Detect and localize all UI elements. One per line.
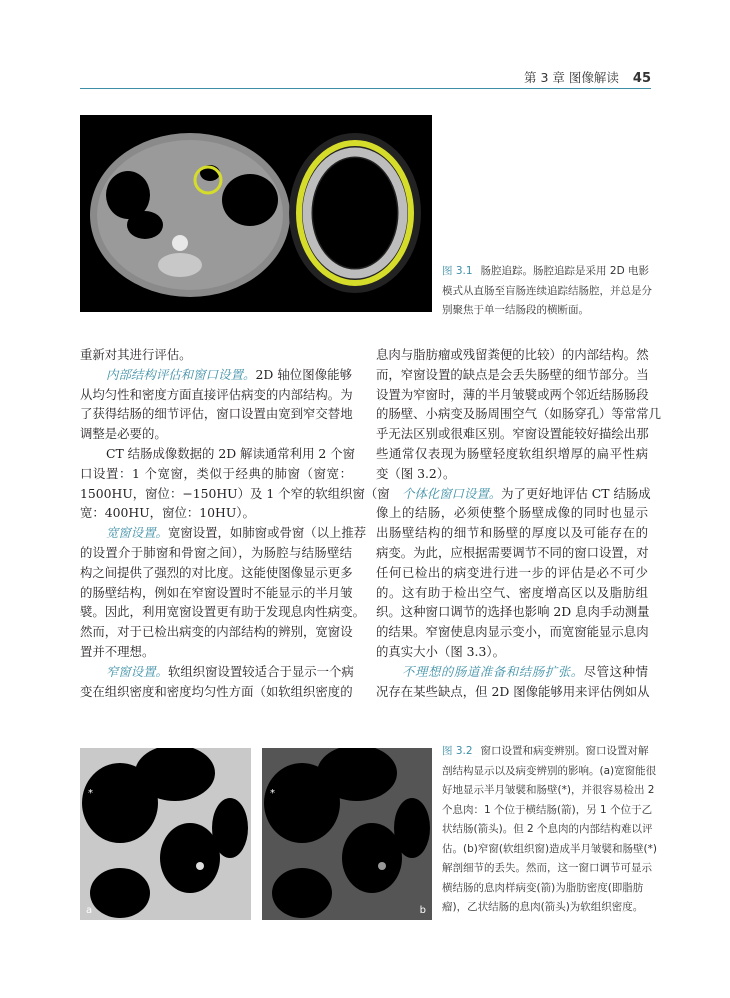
text-line xyxy=(376,563,648,583)
text-content: 的结果。窄窗使息肉显示变小，而宽窗能显示息肉 xyxy=(376,624,649,640)
text-content: 宽：400HU，窗位：10HU）。 xyxy=(80,505,255,521)
text-line xyxy=(80,662,352,682)
text-line xyxy=(80,642,352,662)
text-content: 变（图 3.2）。 xyxy=(376,465,456,481)
figure-3-2-caption xyxy=(442,742,657,918)
text-content: 然而，对于已检出病变的内部结构的辨别，宽窗设 xyxy=(80,624,353,640)
text-content: 任何已检出的病变进行进一步的评估是必不可少 xyxy=(376,564,648,580)
panel-label-b: b xyxy=(419,905,426,916)
figure-label: 图 3.1 xyxy=(442,265,473,277)
text-line xyxy=(80,543,352,563)
text-line xyxy=(80,345,352,365)
asterisk-marker: * xyxy=(270,788,275,799)
text-line xyxy=(376,345,648,365)
text-line xyxy=(80,444,355,464)
text-content: 尽管这种情 xyxy=(583,663,649,679)
text-content: 像上的结肠，必须使整个肠壁成像的同时也显示 xyxy=(376,505,648,521)
text-line xyxy=(376,484,651,504)
text-line xyxy=(376,662,648,682)
text-content: 2D 轴位图像能够 xyxy=(255,366,353,382)
paragraph-heading: 窄窗设置。 xyxy=(106,663,168,679)
paragraph-heading: 不理想的肠道准备和结肠扩张。 xyxy=(402,663,584,679)
text-content: 口设置：1 个宽窗，类似于经典的肺窗（窗宽： xyxy=(80,465,352,481)
text-line xyxy=(80,404,352,424)
ct-axial-image xyxy=(80,115,432,312)
text-line xyxy=(376,602,648,622)
figure-3-2b-image xyxy=(262,748,432,920)
text-content: 的肠壁、小病变及肠周围空气（如肠穿孔）等常常几 xyxy=(376,406,661,422)
text-content: 病变。为此，应根据需要调节不同的窗口设置，对 xyxy=(376,544,649,560)
text-line xyxy=(80,583,352,603)
text-line xyxy=(376,543,648,563)
text-content: 了获得结肠的细节评估，窗口设置由宽到窄交替地 xyxy=(80,406,353,422)
text-content: 构之间提供了强烈的对比度。这能使图像显示更多 xyxy=(80,564,353,580)
text-line xyxy=(80,365,352,385)
caption-text: 肠腔追踪。肠腔追踪是采用 2D 电影模式从直肠至盲肠连续追踪结肠腔，并总是分别聚焦于单一结肠段的横断面。 xyxy=(442,265,652,316)
text-content: 而，窄窗设置的缺点是会丢失肠壁的细节部分。当 xyxy=(376,366,649,382)
text-line xyxy=(376,365,648,385)
right-text-column xyxy=(376,345,661,701)
text-content: 为了更好地评估 CT 结肠成 xyxy=(501,485,651,501)
text-line xyxy=(376,622,648,642)
text-content: 重新对其进行评估。 xyxy=(80,347,192,362)
text-content: 织。这种窗口调节的选择也影响 2D 息肉手动测量 xyxy=(376,604,650,620)
left-text-column xyxy=(80,345,390,701)
text-content: CT 结肠成像数据的 2D 解读通常利用 2 个窗 xyxy=(106,445,355,461)
ct-wide-window-image xyxy=(80,748,251,920)
chapter-title: 第 3 章 图像解读 xyxy=(524,70,619,85)
text-content: 的真实大小（图 3.3）。 xyxy=(376,643,505,659)
text-content: 乎无法区别或很难区别。窄窗设置能较好描绘出那 xyxy=(376,426,649,442)
text-content: 软组织窗设置较适合于显示一个病 xyxy=(167,663,354,679)
text-line xyxy=(80,682,352,702)
paragraph-heading: 宽窗设置。 xyxy=(106,525,168,541)
text-line xyxy=(80,484,390,504)
text-content: 变在组织密度和密度均匀性方面（如软组织密度的 xyxy=(80,683,353,699)
text-line xyxy=(80,523,367,543)
figure-3-2a-image xyxy=(80,748,251,920)
text-line xyxy=(80,464,352,484)
text-line xyxy=(376,424,648,444)
asterisk-marker: * xyxy=(88,788,93,799)
text-line xyxy=(80,622,352,642)
text-content: 的。这有助于检出空气、密度增高区以及脂肪组 xyxy=(376,584,648,600)
caption-text: 窗口设置和病变辨别。窗口设置对解剖结构显示以及病变辨别的影响。(a)宽窗能很好地显示半月皱襞和肠壁(*)，并很容易检出 2 个息肉：1 个位于横结肠(箭)，另 1 个位于乙状结肠(箭头)。但 2 个息肉的内部结构难以评估。(b)窄窗(软组织窗)造成半月皱襞和肠壁(*)解剖细节的丢失。然而，这一窗口调节可显示横结肠的息肉样病变(箭)为脂肪密度(即脂肪瘤)，乙状结肠的息肉(箭头)为软组织密度。 xyxy=(442,745,657,913)
text-line xyxy=(376,464,648,484)
text-line xyxy=(376,385,648,405)
text-line xyxy=(80,602,365,622)
text-line xyxy=(80,563,352,583)
text-content: 从均匀性和密度方面直接评估病变的内部结构。为 xyxy=(80,386,353,402)
text-content: 置并不理想。 xyxy=(80,643,155,659)
text-content: 1500HU，窗位：−150HU）及 1 个窄的软组织窗（窗 xyxy=(80,485,390,501)
text-content: 息肉与脂肪瘤或残留粪便的比较）的内部结构。然 xyxy=(376,347,649,362)
text-line xyxy=(80,385,352,405)
panel-label-a: a xyxy=(86,905,93,916)
figure-label: 图 3.2 xyxy=(442,745,473,757)
running-header xyxy=(80,64,651,89)
paragraph-heading: 个体化窗口设置。 xyxy=(402,485,502,501)
text-line xyxy=(376,444,648,464)
ct-narrow-window-image xyxy=(262,748,432,920)
paragraph-heading: 内部结构评估和窗口设置。 xyxy=(106,366,256,382)
text-content: 的设置介于肺窗和骨窗之间），为肠腔与结肠壁结 xyxy=(80,544,352,560)
text-content: 设置为窄窗时，薄的半月皱襞或两个邻近结肠肠段 xyxy=(376,386,649,402)
text-line xyxy=(80,503,352,523)
text-line xyxy=(80,424,352,444)
text-line xyxy=(376,642,648,662)
text-content: 出肠壁结构的细节和肠壁的厚度以及可能存在的 xyxy=(376,525,648,541)
text-content: 的肠壁结构，例如在窄窗设置时不能显示的半月皱 xyxy=(80,584,353,600)
text-line xyxy=(376,583,648,603)
text-content: 况存在某些缺点，但 2D 图像能够用来评估例如从 xyxy=(376,683,650,699)
text-content: 调整是必要的。 xyxy=(80,426,167,442)
text-content: 襞。因此，利用宽窗设置更有助于发现息肉性病变。 xyxy=(80,604,365,620)
figure-3-1-caption xyxy=(442,262,657,321)
text-line xyxy=(376,682,648,702)
figure-3-1-image xyxy=(80,115,432,312)
text-line xyxy=(376,523,648,543)
text-content: 些通常仅表现为肠壁轻度软组织增厚的扁平性病 xyxy=(376,445,648,461)
page-number: 45 xyxy=(632,71,651,86)
text-line xyxy=(376,503,648,523)
text-line xyxy=(376,404,661,424)
text-content: 宽窗设置，如肺窗或骨窗（以上推荐 xyxy=(167,525,367,541)
